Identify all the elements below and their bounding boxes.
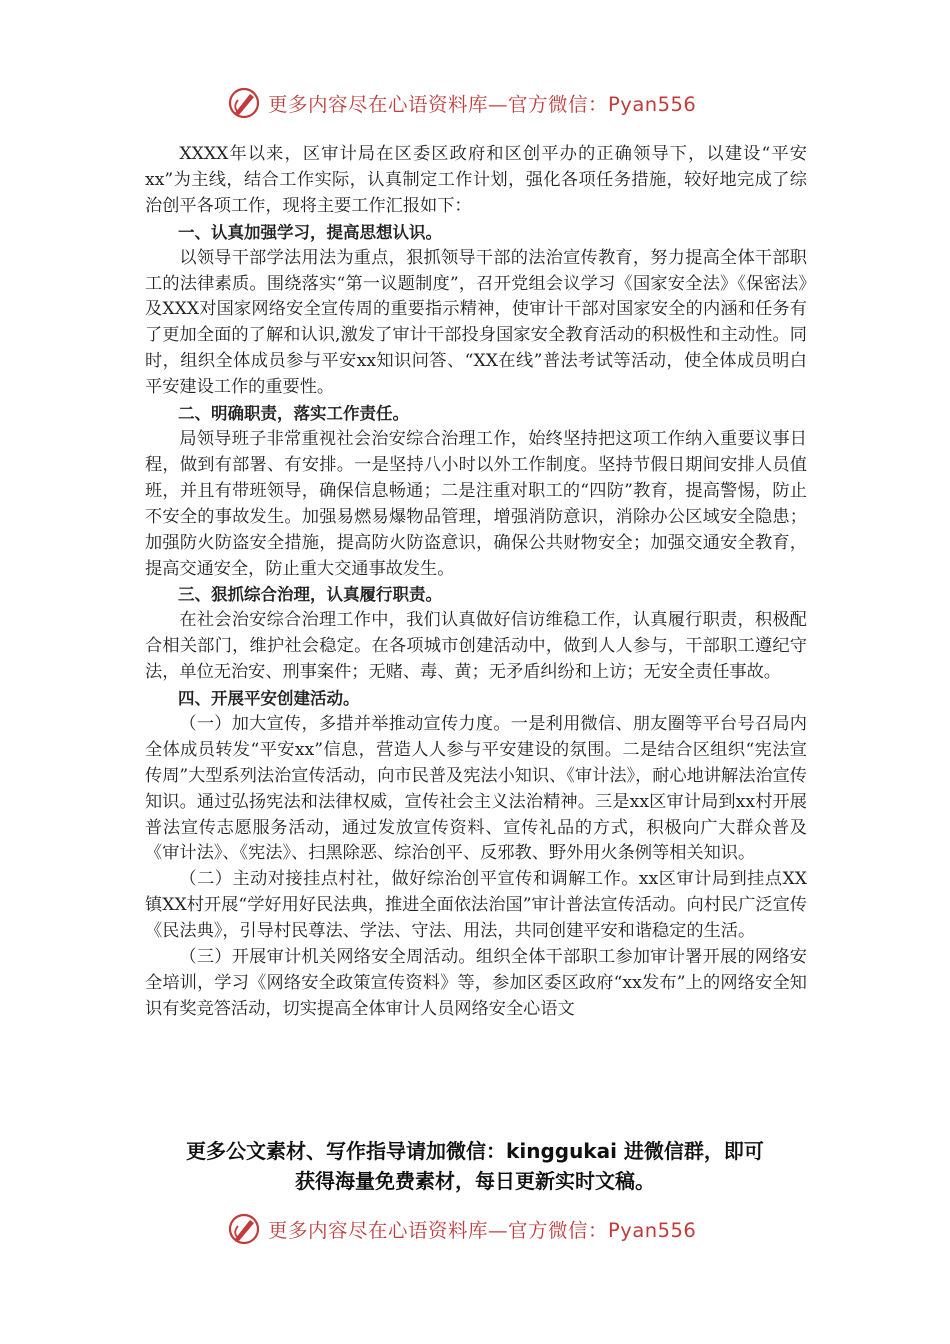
brand-text: [268, 1215, 696, 1243]
section-heading-2: 二、明确职责，落实工作责任。: [178, 404, 409, 424]
header-watermark: [228, 86, 748, 120]
section-heading-3: 三、狠抓综合治理，认真履行职责。: [178, 585, 442, 605]
brand-label: 更多内容尽在心语资料库—官方微信：: [268, 93, 609, 116]
brand-account: Pyan556: [608, 1219, 697, 1242]
body-paragraph: （一）加大宣传，多措并举推动宣传力度。一是利用微信、朋友圈等平台号召局内全体成员转发“平安xx”信息，营造人人参与平安建设的氛围。二是结合区组织“宪法宣传周”大型系列法治宣传活动，向市民普及宪法小知识、《审计法》，耐心地讲解法治宣传知识。通过弘扬宪法和法律权威，宣传社会主义法治精神。三是xx区审计局到xx村开展普法宣传志愿服务活动，通过发放宣传资料、宣传礼品的方式，积极向广大群众普及《审计法》、《宪法》、扫黑除恶、综治创平、反邪教、野外用火条例等相关知识。: [145, 713, 807, 864]
brand-account: Pyan556: [608, 93, 697, 116]
body-paragraph: 局领导班子非常重视社会治安综合治理工作，始终坚持把这项工作纳入重要议事日程，做到有部署、有安排。一是坚持八小时以外工作制度。坚持节假日期间安排人员值班，并且有带班领导，确保信息畅通；二是注重对职工的“四防”教育，提高警惕，防止不安全的事故发生。加强易燃易爆物品管理，增强消防意识，消除办公区域安全隐患；加强防火防盗安全措施，提高防火防盗意识，确保公共财物安全；加强交通安全教育，提高交通安全，防止重大交通事故发生。: [145, 428, 807, 579]
body-paragraph: （二）主动对接挂点村社，做好综治创平宣传和调解工作。xx区审计局到挂点XX镇XX村开展“学好用好民法典，推进全面依法治国”审计普法宣传活动。向村民广泛宣传《民法典》，引导村民尊法、学法、守法、用法，共同创建平安和谐稳定的生活。: [145, 869, 807, 942]
pen-logo-icon: [228, 1212, 262, 1246]
body-paragraph: 在社会治安综合治理工作中，我们认真做好信访维稳工作，认真履行职责，积极配合相关部门，维护社会稳定。在各项城市创建活动中，做到人人参与，干部职工遵纪守法，单位无治安、刑事案件；无赌、毒、黄；无矛盾纠纷和上访；无安全责任事故。: [145, 610, 807, 683]
brand-label: 更多内容尽在心语资料库—官方微信：: [268, 1219, 609, 1242]
promo-line-2: 获得海量免费素材，每日更新实时文稿。: [295, 1169, 655, 1193]
document-body: [145, 142, 807, 1023]
pen-logo-icon: [228, 86, 262, 120]
brand-text: [268, 89, 696, 117]
promo-banner: [100, 1136, 850, 1196]
body-paragraph: （三）开展审计机关网络安全周活动。组织全体干部职工参加审计署开展的网络安全培训，学习《网络安全政策宣传资料》等，参加区委区政府“xx发布”上的网络安全知识有奖竞答活动，切实提高全体审计人员网络安全心语文: [145, 947, 807, 1019]
promo-line-1: 更多公文素材、写作指导请加微信：kinggukai 进微信群，即可: [186, 1139, 764, 1163]
section-heading-4: 四、开展平安创建活动。: [178, 689, 360, 709]
intro-paragraph: XXXX年以来，区审计局在区委区政府和区创平办的正确领导下，以建设“平安xx”为主线，结合工作实际，认真制定工作计划，强化各项任务措施，较好地完成了综治创平各项工作，现将主要工作汇报如下：: [145, 144, 807, 216]
footer-watermark: [228, 1212, 748, 1246]
section-heading-1: 一、认真加强学习，提高思想认识。: [178, 222, 442, 242]
body-paragraph: 以领导干部学法用法为重点，狠抓领导干部的法治宣传教育，努力提高全体干部职工的法律素质。围绕落实“第一议题制度”，召开党组会议学习《国家安全法》《保密法》及XXX对国家网络安全宣传周的重要指示精神，使审计干部对国家安全的内涵和任务有了更加全面的了解和认识,激发了审计干部投身国家安全教育活动的积极性和主动性。同时，组织全体成员参与平安xx知识问答、“XX在线”普法考试等活动，使全体成员明白平安建设工作的重要性。: [145, 247, 807, 398]
